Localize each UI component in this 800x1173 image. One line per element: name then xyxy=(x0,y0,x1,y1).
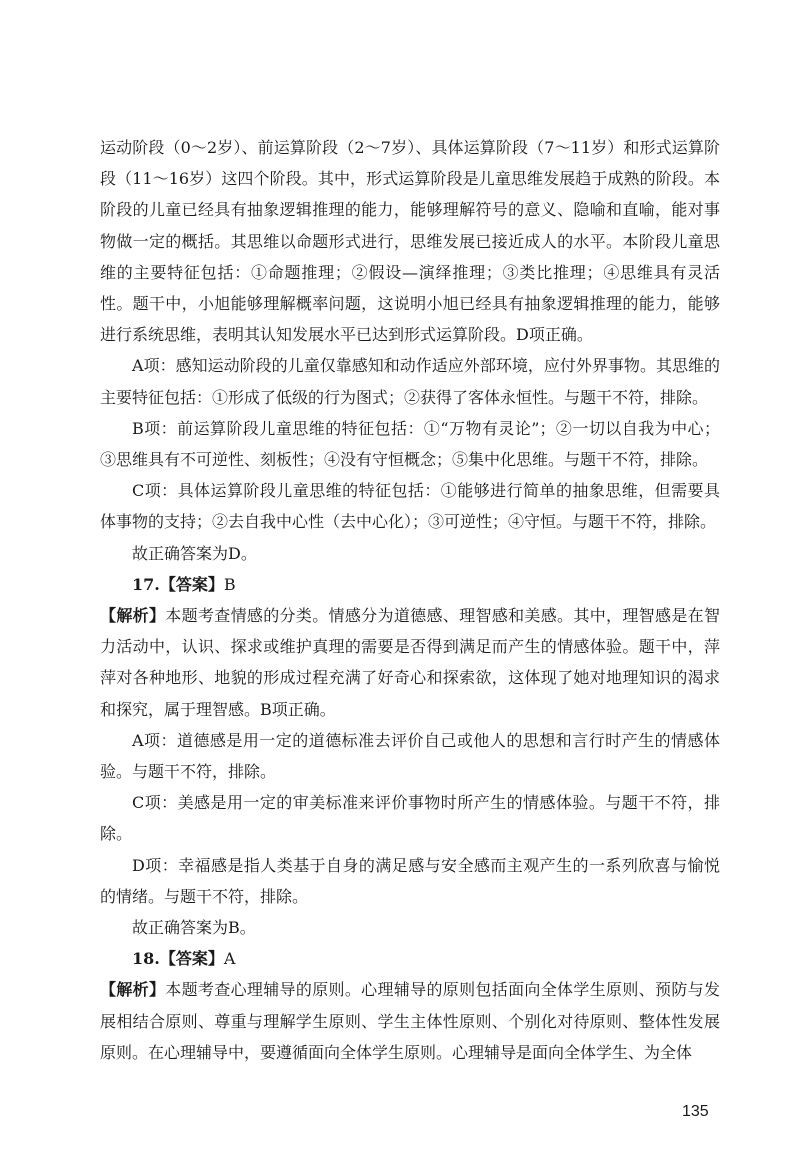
paragraph-correct-answer-16 xyxy=(100,538,720,569)
paragraph-option-a-17 xyxy=(100,725,720,787)
analysis-label: 【解析】 xyxy=(100,980,166,1000)
paragraph-option-a xyxy=(100,350,720,412)
analysis-paragraph-18 xyxy=(100,974,720,1068)
paragraph-text: 本题考查心理辅导的原则。心理辅导的原则包括面向全体学生原则、预防与发展相结合原则、尊重与理解学生原则、学生主体性原则、个别化对待原则、整体性发展原则。在心理辅导中，要遵循面向全体学生原则。心理辅导是面向全体学生、为全体 xyxy=(100,980,720,1062)
page-number: 135 xyxy=(682,1103,709,1120)
paragraph-text: 故正确答案为D。 xyxy=(132,543,257,563)
paragraph-text: D项：幸福感是指人类基于自身的满足感与安全感而主观产生的一系列欣喜与愉悦的情绪。与题干不符，排除。 xyxy=(100,855,720,906)
page-body xyxy=(100,132,720,1068)
analysis-label: 【解析】 xyxy=(100,606,166,626)
paragraph-option-c xyxy=(100,475,720,537)
paragraph-continuation-cognitive-stages xyxy=(100,132,720,350)
paragraph-correct-answer-17 xyxy=(100,912,720,943)
paragraph-text: 故正确答案为B。 xyxy=(132,918,256,938)
answer-heading-17 xyxy=(100,569,720,600)
analysis-paragraph-17 xyxy=(100,600,720,725)
answer-value: B xyxy=(223,574,236,594)
answer-label: 17.【答案】 xyxy=(132,574,224,594)
answer-value: A xyxy=(223,949,236,969)
paragraph-option-d-17 xyxy=(100,850,720,912)
paragraph-text: A项：感知运动阶段的儿童仅靠感知和动作适应外部环境，应付外界事物。其思维的主要特征包括：①形成了低级的行为图式；②获得了客体永恒性。与题干不符，排除。 xyxy=(100,356,720,407)
paragraph-text: C项：美感是用一定的审美标准来评价事物时所产生的情感体验。与题干不符，排除。 xyxy=(100,793,720,844)
answer-heading-18 xyxy=(100,943,720,974)
paragraph-text: 本题考查情感的分类。情感分为道德感、理智感和美感。其中，理智感是在智力活动中，认识、探求或维护真理的需要是否得到满足而产生的情感体验。题干中，萍萍对各种地形、地貌的形成过程充满了好奇心和探索欲，这体现了她对地理知识的渴求和探究，属于理智感。B项正确。 xyxy=(100,606,720,719)
paragraph-text: B项：前运算阶段儿童思维的特征包括：①“万物有灵论”；②一切以自我为中心；③思维具有不可逆性、刻板性；④没有守恒概念；⑤集中化思维。与题干不符，排除。 xyxy=(100,418,720,470)
paragraph-option-c-17 xyxy=(100,787,720,849)
answer-label: 18.【答案】 xyxy=(132,949,224,969)
paragraph-text: C项：具体运算阶段儿童思维的特征包括：①能够进行简单的抽象思维，但需要具体事物的支持；②去自我中心性（去中心化）；③可逆性；④守恒。与题干不符，排除。 xyxy=(100,481,720,532)
paragraph-text: 运动阶段（0～2岁）、前运算阶段（2～7岁）、具体运算阶段（7～11岁）和形式运算阶段（11～16岁）这四个阶段。其中，形式运算阶段是儿童思维发展趋于成熟的阶段。本阶段的儿童已经具有抽象逻辑推理的能力，能够理解符号的意义、隐喻和直喻，能对事物做一定的概括。其思维以命题形式进行，思维发展已接近成人的水平。本阶段儿童思维的主要特征包括：①命题推理；②假设—演绎推理；③类比推理；④思维具有灵活性。题干中，小旭能够理解概率问题，这说明小旭已经具有抽象逻辑推理的能力，能够进行系统思维，表明其认知发展水平已达到形式运算阶段。D项正确。 xyxy=(100,138,720,345)
paragraph-text: A项：道德感是用一定的道德标准去评价自己或他人的思想和言行时产生的情感体验。与题干不符，排除。 xyxy=(100,730,720,782)
paragraph-option-b xyxy=(100,413,720,475)
